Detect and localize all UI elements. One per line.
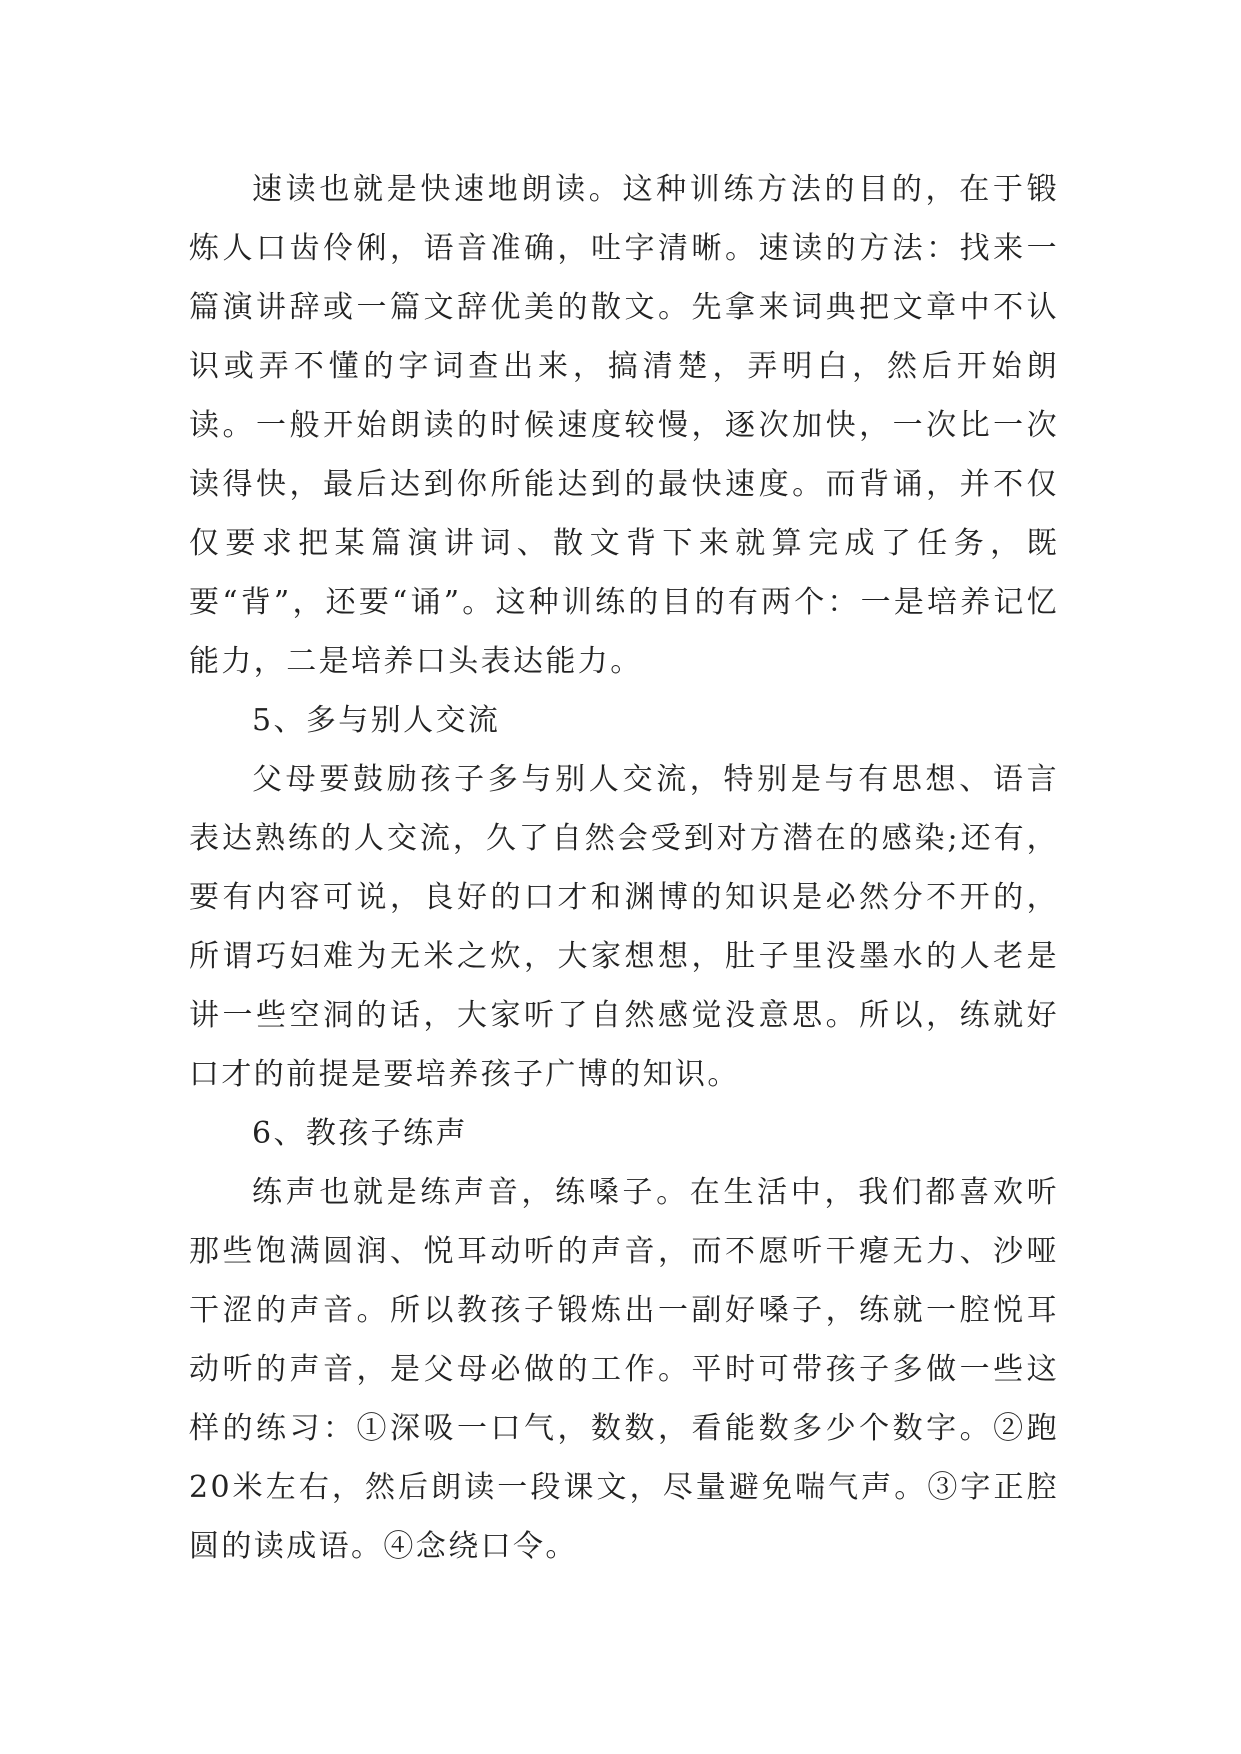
paragraph-voice-training: 练声也就是练声音，练嗓子。在生活中，我们都喜欢听那些饱满圆润、悦耳动听的声音，而不愿听干瘪无力、沙哑干涩的声音。所以教孩子锻炼出一副好嗓子，练就一腔悦耳动听的声音，是父母必做的工作。平时可带孩子多做一些这样的练习：①深吸一口气，数数，看能数多少个数字。②跑20米左右，然后朗读一段课文，尽量避免喘气声。③字正腔圆的读成语。④念绕口令。 <box>189 1175 1059 1564</box>
paragraph-communication: 父母要鼓励孩子多与别人交流，特别是与有思想、语言表达熟练的人交流，久了自然会受到对方潜在的感染;还有，要有内容可说，良好的口才和渊博的知识是必然分不开的，所谓巧妇难为无米之炊，大家想想，肚子里没墨水的人老是讲一些空洞的话，大家听了自然感觉没意思。所以，练就好口才的前提是要培养孩子广博的知识。 <box>189 762 1059 1092</box>
paragraph-speed-reading: 速读也就是快速地朗读。这种训练方法的目的，在于锻炼人口齿伶俐，语音准确，吐字清晰。速读的方法：找来一篇演讲辞或一篇文辞优美的散文。先拿来词典把文章中不认识或弄不懂的字词查出来，搞清楚，弄明白，然后开始朗读。一般开始朗读的时候速度较慢，逐次加快，一次比一次读得快，最后达到你所能达到的最快速度。而背诵，并不仅仅要求把某篇演讲词、散文背下来就算完成了任务，既要“背”，还要“诵”。这种训练的目的有两个：一是培养记忆能力，二是培养口头表达能力。 <box>189 172 1059 679</box>
section-heading-6: 6、教孩子练声 <box>252 1116 468 1151</box>
section-heading-5: 5、多与别人交流 <box>252 703 501 738</box>
document-body <box>189 160 1059 1576</box>
